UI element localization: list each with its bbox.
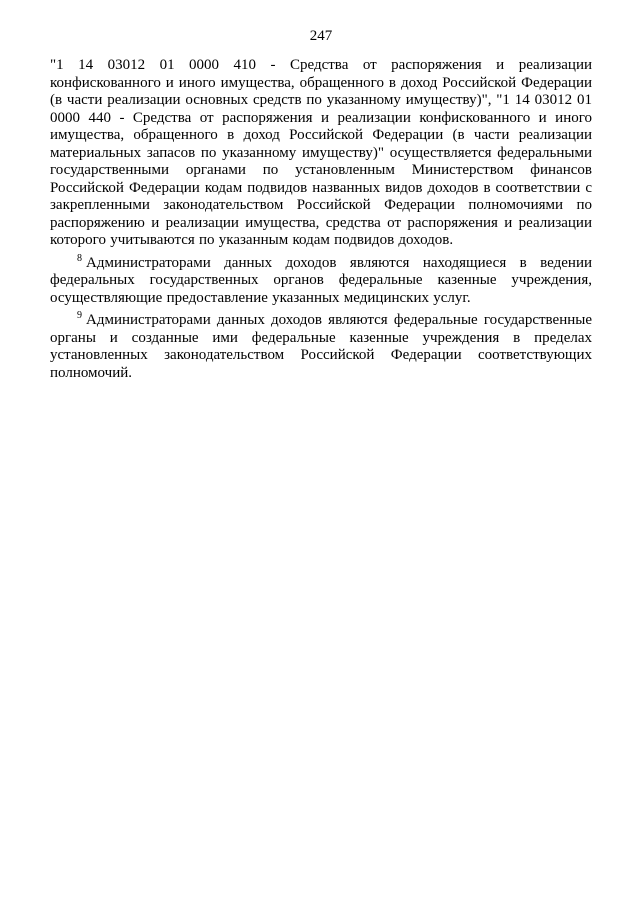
paragraph (50, 312, 592, 382)
paragraph (50, 252, 592, 308)
paragraph-text: Администраторами данных доходов являются федеральные государственные органы и созданные ими федеральные казенные учреждения в пределах установленных законодательством Российской Федерации соответствующих полномочий. (50, 312, 592, 381)
footnote-marker: 8 (77, 252, 82, 264)
paragraph-text: Администраторами данных доходов являются находящиеся в ведении федеральных государственных органов федеральные казенные учреждения, осуществляющие предоставление указанных медицинских услуг. (50, 254, 592, 306)
page-number: 247 (309, 28, 333, 44)
paragraph-text: "1 14 03012 01 0000 410 - Средства от распоряжения и реализации конфискованного и иного имущества, обращенного в доход Российской Федерации (в части реализации основных средств по указанному имуществу)", "1 14 03012 01 0000 440 - Средства от распоряжения и реализации конфискованного и иного имущества, обращенного в доход Российской Федерации (в части реализации материальных запасов по указанному имуществу)" осуществляется федеральными государственными органами по установленным Министерством финансов Российской Федерации кодам подвидов названных видов доходов в соответствии с закрепленными законодательством Российской Федерации полномочиями по распоряжению и реализации имущества, средства от распоряжения и реализации которого учитываются по указанным кодам подвидов доходов. (50, 57, 592, 248)
paragraph (50, 57, 592, 250)
footnote-marker: 9 (77, 310, 82, 321)
